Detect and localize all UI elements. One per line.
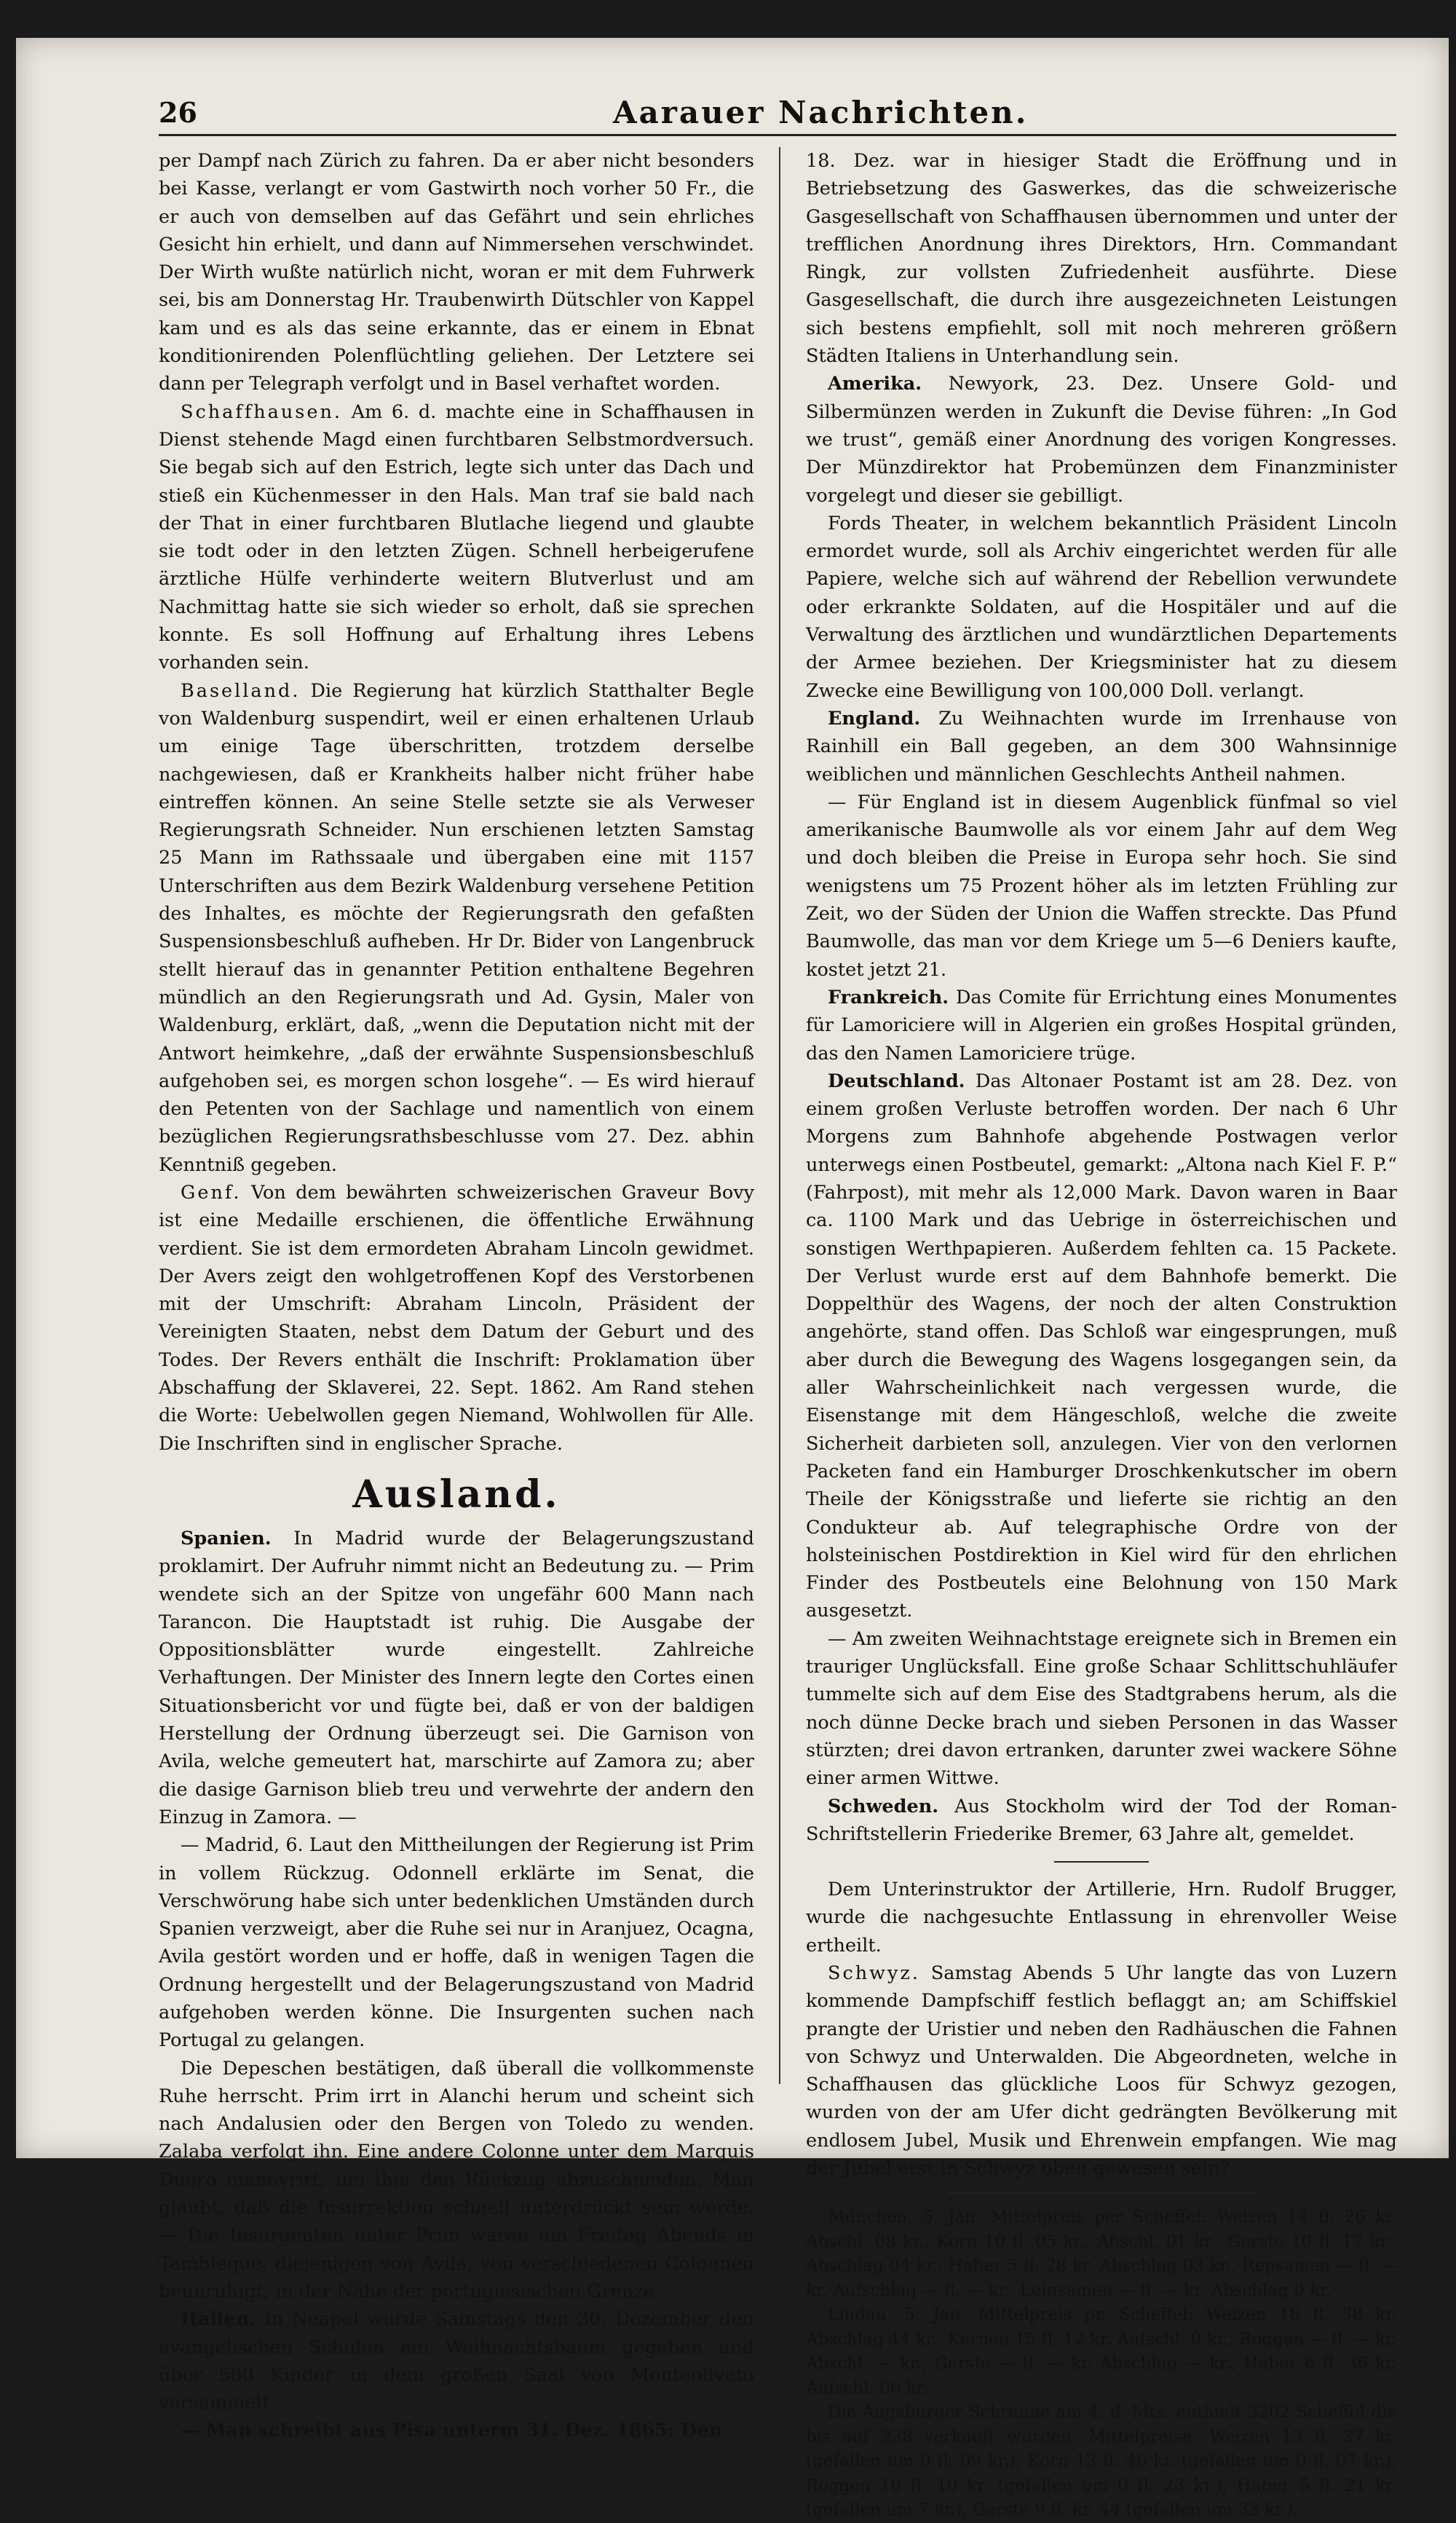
left-column [159, 147, 755, 2442]
article-paragraph: Schaffhausen. Am 6. d. machte eine in Schaffhausen in Dienst stehende Magd einen furchtbaren Selbstmordversuch. Sie begab sich auf den Estrich, legte sich unter das Dach und stieß ein Küchenmesser in den Hals. Man traf sie bald nach der That in einer furchtbaren Blutlache liegend und glaubte sie todt oder in den letzten Zügen. Schnell herbeigerufene ärztliche Hülfe verhinderte weitern Blutverlust und am Nachmittag hatte sie sich wieder so erholt, daß sie sprechen konnte. Es soll Hoffnung auf Erhaltung ihres Lebens vorhanden sein. [159, 400, 754, 674]
place-lead: Schwyz. [828, 1962, 920, 1984]
country-lead: Spanien. [181, 1527, 272, 1549]
market-report: Die Augsburger Schranne am 4. d. Mts. enthielt 3202 Scheffel die bis auf 238 verkauft wurden. Mittelpreise: Weizen 13 fl. 37 kr. (gefallen um 0 fl. 09 kr.), Korn 13 fl. 46 kr. (gefallen um 0 fl. 07 kr.), Roggen 10 fl. 10 kr. (gefallen um 0 fl. 23 kr.), Haber 5 fl. 21 kr. (gefallen um 7 kr.), Gerste 9 fl. kr. 44 (gefallen um 33 kr.). [806, 2403, 1397, 2520]
header-rule [159, 134, 1396, 136]
article-paragraph: Italien. In Neapel wurde Samstags den 30. Dezember den evangelischen Schulen ein Weihnachtsbaum gegeben und über 500 Kinder in dem großen Saal von Monteoliveto versammelt. [159, 2308, 754, 2415]
country-lead: Italien. [181, 2308, 256, 2331]
country-lead: Deutschland. [828, 1070, 965, 1092]
article-paragraph: Die Depeschen bestätigen, daß überall die vollkommenste Ruhe herrscht. Prim irrt in Alanchi herum und scheint sich nach Andalusien oder den Bergen von Toledo zu wenden. Zalaba verfolgt ihn. Eine andere Colonne unter dem Marquis Duero manövrirt, um ihm den Rückzug abzuschneiden. Man glaubt, daß die Insurrektion schnell unterdrückt sein werde. — Die Insurgenten unter Prim waren am Freitag Abends in Tambleque, diejenigen von Avila, von verschiedenen Colonnen beunruhigt, in der Nähe der portugiesischen Grenze. [159, 2057, 754, 2302]
article-paragraph: Frankreich. Das Comite für Errichtung eines Monumentes für Lamoriciere will in Algerien ein großes Hospital gründen, das den Namen Lamoriciere trüge. [806, 986, 1397, 1065]
market-report: München, 5. Jan. Mittelpreis per Scheffel: Weizen 14 fl. 26 kr. Abschl. 08 kr., Korn 10 fl. 05 kr., Abschl. 01 kr., Gerste 10 fl. 17 kr., Abschlag 04 kr., Haber 5 fl. 28 kr. Abschlag 03 kr., Repsamen — fl. — kr. Aufschlag — fl. — kr., Leinsamen — fl. — kr. Abschlag 0 kr. [806, 2208, 1397, 2300]
article-paragraph: per Dampf nach Zürich zu fahren. Da er aber nicht besonders bei Kasse, verlangt er vom Gastwirth noch vorher 50 Fr., die er auch von demselben auf das Gefährt und sein ehrliches Gesicht hin erhielt, und dann auf Nimmersehen verschwindet. Der Wirth wußte natürlich nicht, woran er mit dem Fuhrwerk sei, bis am Donnerstag Hr. Traubenwirth Dütschler von Kappel kam und es als das seine erkannte, das er einem in Ebnat konditionirenden Polenflüchtling geliehen. Der Letztere sei dann per Telegraph verfolgt und in Basel verhaftet worden. [159, 150, 754, 395]
article-paragraph: Spanien. In Madrid wurde der Belagerungszustand proklamirt. Der Aufruhr nimmt nicht an Bedeutung zu. — Prim wendete sich an der Spitze von ungefähr 600 Mann nach Tarancon. Die Hauptstadt ist ruhig. Die Ausgabe der Oppositionsblätter wurde eingestellt. Zahlreiche Verhaftungen. Der Minister des Innern legte den Cortes einen Situationsbericht vor und fügte bei, daß er von der baldigen Herstellung der Ordnung überzeugt sei. Die Garnison von Avila, welche gemeutert hat, marschirte auf Zamora zu; aber die dasige Garnison blieb treu und verwehrte der andern den Einzug in Zamora. — [159, 1527, 755, 1828]
article-paragraph: Deutschland. Das Altonaer Postamt ist am 28. Dez. von einem großen Verluste betroffen worden. Der nach 6 Uhr Morgens zum Bahnhofe abgehende Postwagen verlor unterwegs einen Postbeutel, gemarkt: „Altona nach Kiel F. P.“ (Fahrpost), mit mehr als 12,000 Mark. Davon waren in Baar ca. 1100 Mark und das Uebrige in österreichischen und sonstigen Werthpapieren. Außerdem fehlten ca. 15 Packete. Der Verlust wurde erst auf dem Bahnhofe bemerkt. Die Doppelthür des Wagens, der noch der alten Construktion angehörte, stand offen. Das Schloß war eingesprungen, muß aber durch die Bewegung des Wagens losgegangen sein, da aller Wahrscheinlichkeit nach vergessen wurde, die Eisenstange mit dem Hängeschloß, welche die zweite Sicherheit darbieten soll, anzulegen. Vier von den verlornen Packeten fand ein Hamburger Droschkenkutscher im obern Theile der Königsstraße und lieferte sie richtig an den Condukteur ab. Auf telegraphische Ordre von der holsteinischen Postdirektion in Kiel wird für den ehrlichen Finder des Postbeutels eine Belohnung von 150 Mark ausgesetzt. [806, 1070, 1397, 1622]
right-column [806, 147, 1398, 2520]
article-paragraph: England. Zu Weihnachten wurde im Irrenhause von Rainhill ein Ball gegeben, an dem 300 Wahnsinnige weiblichen und männlichen Geschlechts Antheil nahmen. [806, 707, 1398, 786]
separator-rule [949, 2192, 1254, 2194]
journal-title: Aarauer Nachrichten. [613, 95, 1029, 130]
article-paragraph: — Am zweiten Weihnachtstage ereignete sich in Bremen ein trauriger Unglücksfall. Eine große Schaar Schlittschuhläufer tummelte sich auf dem Eise des Stadtgrabens herum, als die noch dünne Decke brach und sieben Personen in das Wasser stürzten; drei davon ertranken, darunter zwei wackere Söhne einer armen Wittwe. [806, 1627, 1397, 1790]
market-report: Lindau, 5. Jan. Mittelpreis pr. Scheffel: Weizen 16 fl. 38 kr. Abschlag 44 kr., Kernen 15 fl. 12 kr. Aufschl. 0 kr., Roggen — fl. — kr. Abschl. — kr., Gerste — fl. — kr. Abschlag — kr., Haber 6 fl. 36 kr. Aufschl. 06 kr. [806, 2305, 1397, 2398]
article-paragraph: — Für England ist in diesem Augenblick fünfmal so viel amerikanische Baumwolle als vor einem Jahr auf dem Weg und doch bleiben die Preise in Europa sehr hoch. Sie sind wenigstens um 75 Prozent höher als im letzten Frühling zur Zeit, wo der Süden der Union die Waffen streckte. Das Pfund Baumwolle, das man vor dem Kriege um 5—6 Deniers kaufte, kostet jetzt 21. [806, 791, 1397, 981]
place-lead: Genf. [181, 1181, 242, 1204]
country-lead: Schweden. [828, 1795, 939, 1817]
page-header [16, 38, 1449, 133]
article-paragraph: — Man schreibt aus Pisa unterm 31. Dez. 1865: Den [181, 2420, 723, 2442]
newspaper-page [16, 38, 1449, 2520]
article-paragraph: Fords Theater, in welchem bekanntlich Präsident Lincoln ermordet wurde, soll als Archiv eingerichtet werden für alle Papiere, welche sich auf während der Rebellion verwundete oder erkrankte Soldaten, auf die Hospitäler und auf die Verwaltung des ärztlichen und wundärztlichen Departements der Armee beziehen. Der Kriegsminister hat zu diesem Zwecke eine Bewilligung von 100,000 Doll. verlangt. [806, 512, 1397, 702]
article-paragraph: Genf. Von dem bewährten schweizerischen Graveur Bovy ist eine Medaille erschienen, die öffentliche Erwähnung verdient. Sie ist dem ermordeten Abraham Lincoln gewidmet. Der Avers zeigt den wohlgetroffenen Kopf des Verstorbenen mit der Umschrift: Abraham Lincoln, Präsident der Vereinigten Staaten, nebst dem Datum der Geburt und des Todes. Der Revers enthält die Inschrift: Proklamation über Abschaffung der Sklaverei, 22. Sept. 1862. Am Rand stehen die Worte: Uebelwollen gegen Niemand, Wohlwollen für Alle. Die Inschriften sind in englischer Sprache. [159, 1181, 755, 1455]
country-lead: England. [828, 707, 921, 730]
place-lead: Schaffhausen. [181, 400, 343, 423]
place-lead: Baselland. [181, 679, 301, 702]
country-lead: Amerika. [828, 373, 922, 395]
article-paragraph: Baselland. Die Regierung hat kürzlich Statthalter Begle von Waldenburg suspendirt, weil er einen erhaltenen Urlaub um einige Tage überschritten, trotzdem derselbe nachgewiesen, daß er Krankheits halber nicht früher habe eintreffen können. An seine Stelle setzte sie als Verweser Regierungsrath Schneider. Nun erschienen letzten Samstag 25 Mann im Rathssaale und übergaben eine mit 1157 Unterschriften aus dem Bezirk Waldenburg versehene Petition des Inhaltes, es möchte der Regierungsrath den gefaßten Suspensionsbeschluß aufheben. Hr Dr. Bider von Langenbruck stellt hierauf das in genannter Petition enthaltene Begehren mündlich an den Regierungsrath und Ad. Gysin, Maler von Waldenburg, erklärt, daß, „wenn die Deputation nicht mit der Antwort heimkehre, „daß der erwähnte Suspensionsbeschluß aufgehoben sei, es morgen schon losgehe“. — Es wird hierauf den Petenten von der Sachlage und namentlich von einem bezüglichen Regierungsrathsbeschlusse vom 27. Dez. abhin Kenntniß gegeben. [159, 679, 754, 1176]
column-divider [779, 147, 780, 2084]
article-paragraph: 18. Dez. war in hiesiger Stadt die Eröffnung und in Betriebsetzung des Gaswerkes, das die schweizerische Gasgesellschaft von Schaffhausen übernommen und unter der trefflichen Anordnung ihres Direktors, Hrn. Commandant Ringk, zur vollsten Zufriedenheit ausführte. Diese Gasgesellschaft, die durch ihre ausgezeichneten Leistungen sich bestens empfiehlt, soll mit noch mehreren größern Städten Italiens in Unterhandlung sein. [806, 150, 1397, 368]
article-paragraph: Schweden. Aus Stockholm wird der Tod der Roman-Schriftstellerin Friederike Bremer, 63 Jahre alt, gemeldet. [806, 1795, 1397, 1845]
market-prices [806, 2206, 1397, 2523]
article-paragraph: Dem Unterinstruktor der Artillerie, Hrn. Rudolf Brugger, wurde die nachgesuchte Entlassung in ehrenvoller Weise ertheilt. [806, 1879, 1397, 1957]
page-number: 26 [159, 96, 197, 129]
country-lead: Frankreich. [828, 986, 949, 1008]
article-paragraph: — Madrid, 6. Laut den Mittheilungen der Regierung ist Prim in vollem Rückzug. Odonnell erklärte im Senat, die Verschwörung habe sich unter bedenklichen Umständen durch Spanien verzweigt, aber die Ruhe sei nur in Aranjuez, Ocagna, Avila gestört worden und er hoffe, daß in wenigen Tagen die Ordnung hergestellt und der Belagerungszustand von Madrid aufgehoben werden könne. Die Insurgenten suchen nach Portugal zu gelangen. [159, 1834, 754, 2052]
section-heading-ausland: Ausland. [352, 1472, 561, 1517]
separator-rule [1054, 1861, 1149, 1863]
article-paragraph: Schwyz. Samstag Abends 5 Uhr langte das von Luzern kommende Dampfschiff festlich beflaggt an; am Schiffskiel prangte der Uristier und neben den Radhäuschen die Fahnen von Schwyz und Unterwalden. Die Abgeordneten, welche in Schaffhausen das glückliche Loos für Schwyz gezogen, wurden von der am Ufer dicht gedrängten Bevölkerung mit endlosem Jubel, Musik und Ehrenwein empfangen. Wie mag der Jubel erst in Schwyz oben gewesen sein? [806, 1962, 1397, 2180]
article-paragraph: Amerika. Newyork, 23. Dez. Unsere Gold- und Silbermünzen werden in Zukunft die Devise führen: „In God we trust“, gemäß einer Anordnung des vorigen Kongresses. Der Münzdirektor hat Probemünzen dem Finanzminister vorgelegt und dieser sie gebilligt. [806, 373, 1397, 507]
